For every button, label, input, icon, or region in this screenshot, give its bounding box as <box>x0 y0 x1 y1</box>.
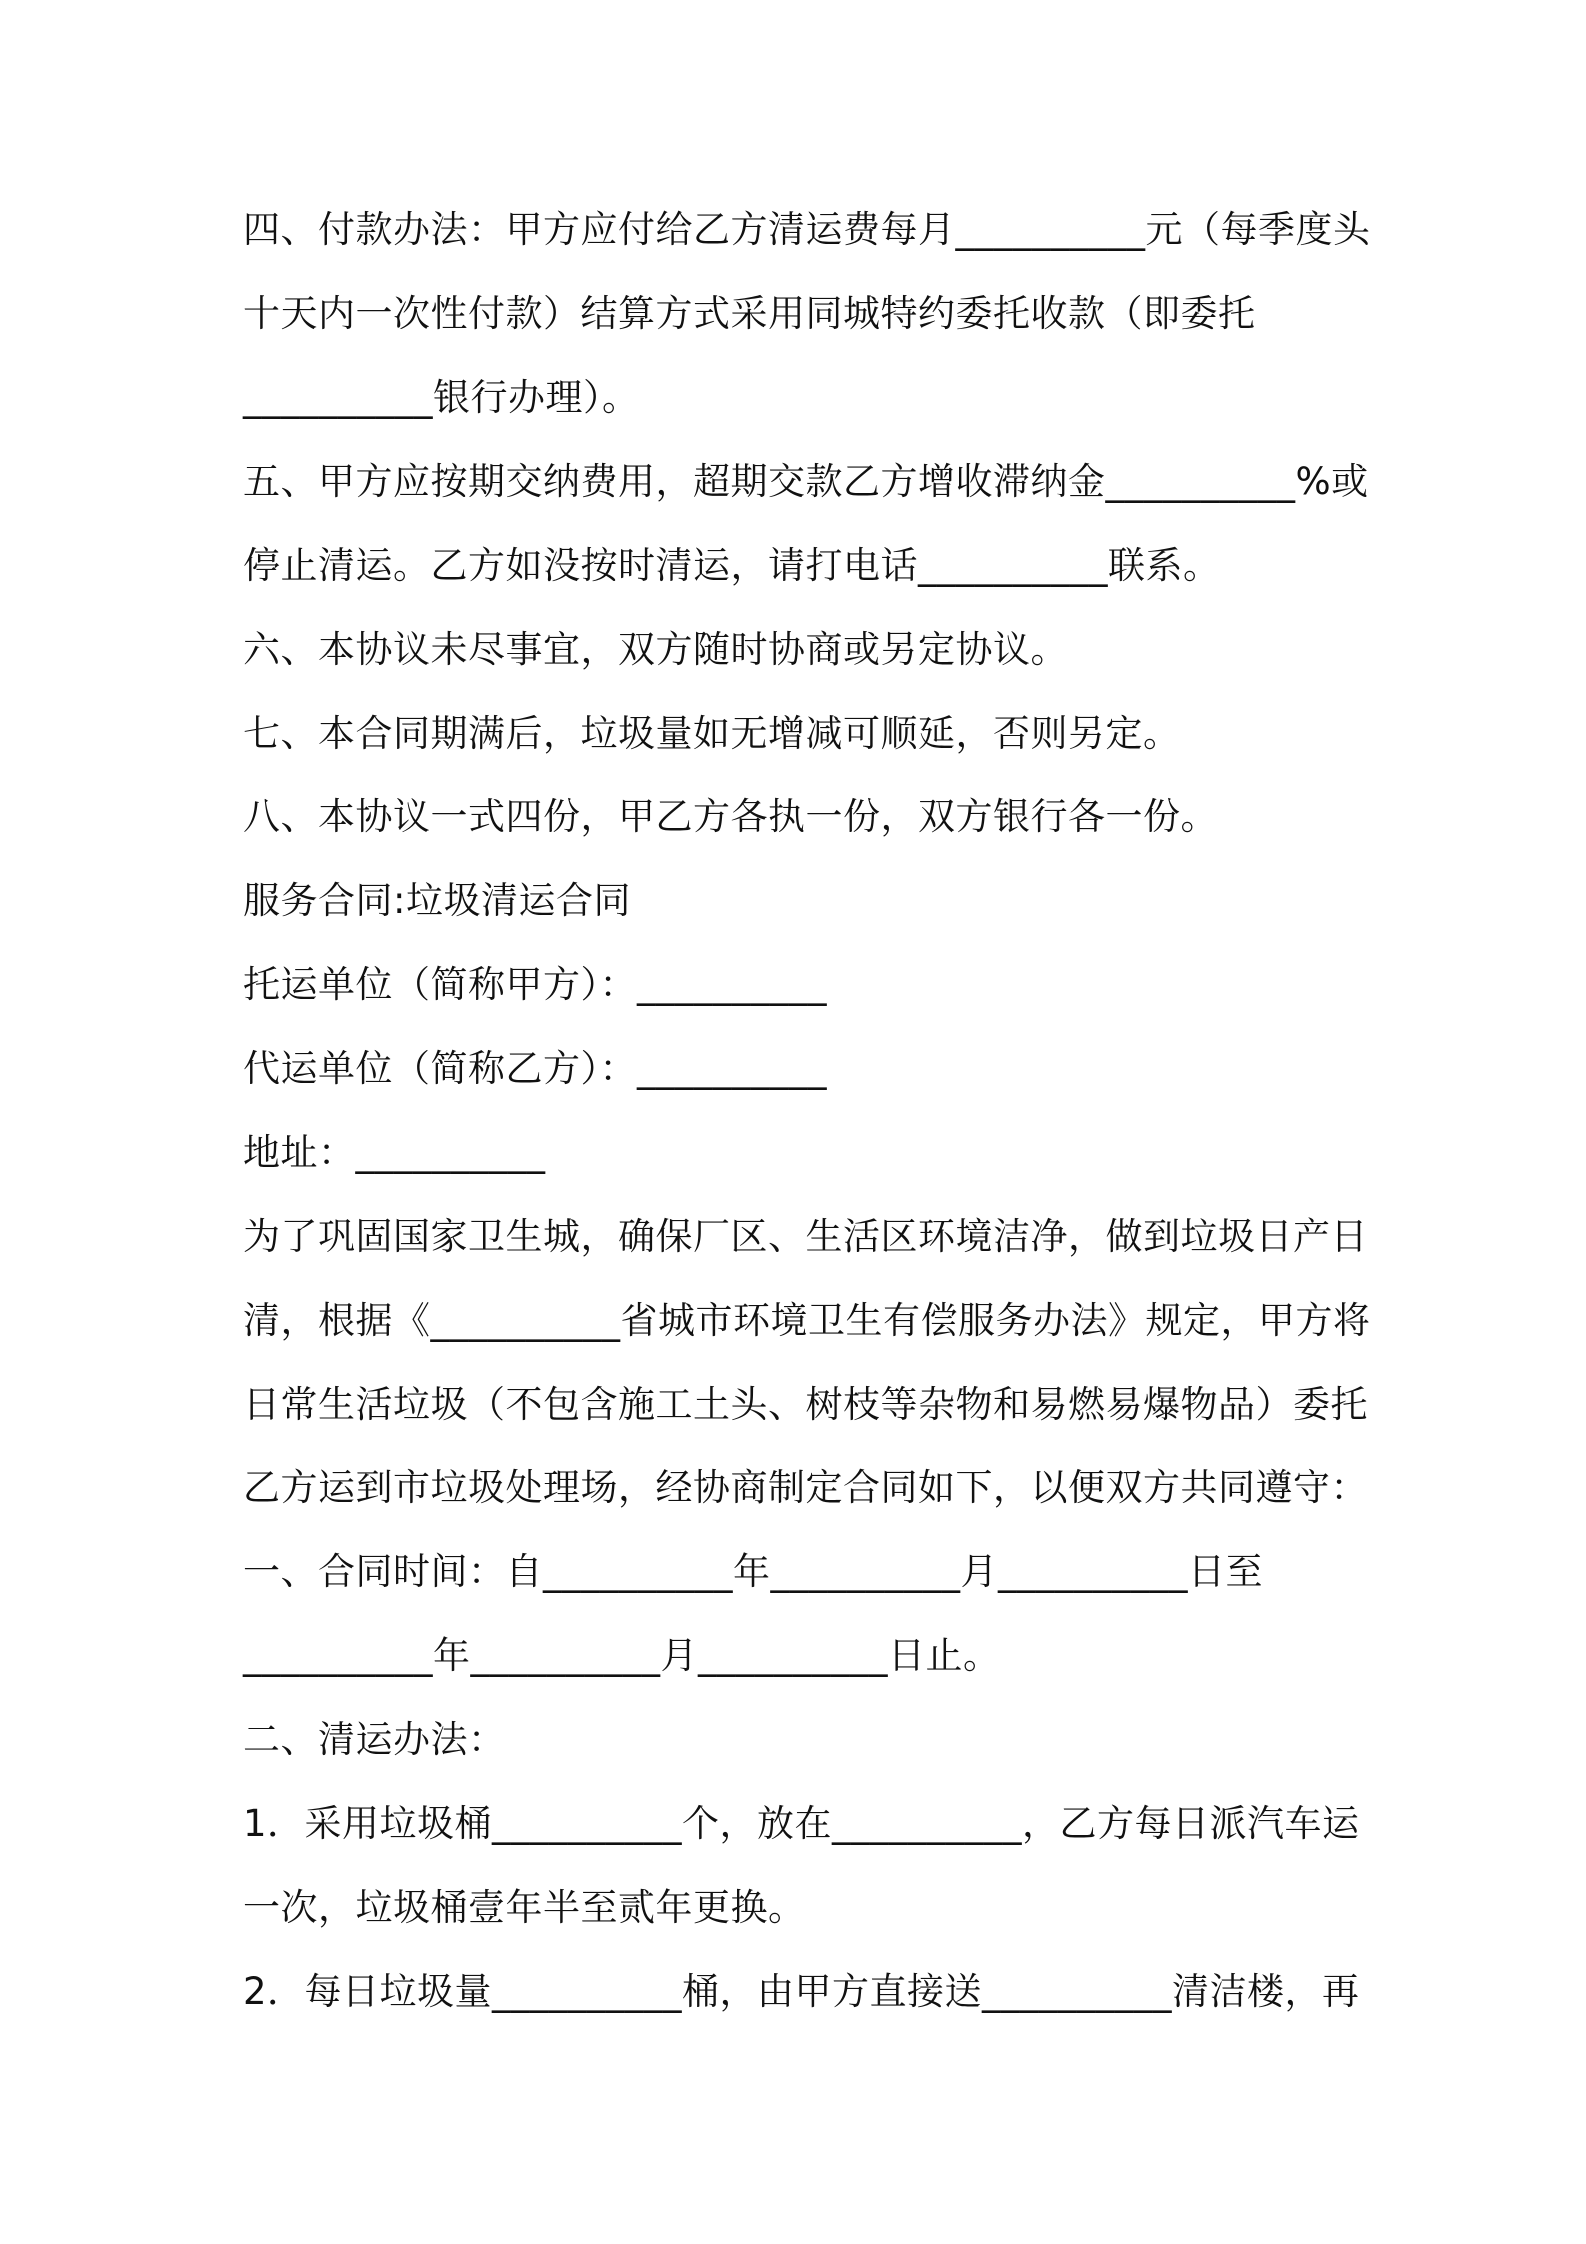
clause-1-term-line-2: __________年__________月__________日止。 <box>243 1634 1001 1677</box>
clause-2-item-1-line-2: 一次，垃圾桶壹年半至贰年更换。 <box>243 1886 806 1929</box>
clause-1-term-line-1: 一、合同时间：自__________年__________月__________日至 <box>243 1550 1263 1593</box>
preamble-line-4: 乙方运到市垃圾处理场，经协商制定合同如下，以便双方共同遵守： <box>243 1466 1368 1509</box>
clause-2-item-1-line-1: 1．采用垃圾桶__________个，放在__________，乙方每日派汽车运 <box>243 1802 1360 1845</box>
clause-6: 六、本协议未尽事宜，双方随时协商或另定协议。 <box>243 628 1068 671</box>
clause-8: 八、本协议一式四份，甲乙方各执一份，双方银行各一份。 <box>243 795 1218 838</box>
clause-2-item-2-line-1: 2．每日垃圾量__________桶，由甲方直接送__________清洁楼，再 <box>243 1970 1360 2013</box>
clause-5-fees-line-2: 停止清运。乙方如没按时清运，请打电话__________联系。 <box>243 544 1221 587</box>
clause-4-payment-line-1: 四、付款办法：甲方应付给乙方清运费每月__________元（每季度头 <box>243 208 1371 251</box>
clause-5-fees-line-1: 五、甲方应按期交纳费用，超期交款乙方增收滞纳金__________%或 <box>243 460 1369 503</box>
party-b-line: 代运单位（简称乙方）：__________ <box>243 1047 827 1090</box>
preamble-line-3: 日常生活垃圾（不包含施工土头、树枝等杂物和易燃易爆物品）委托 <box>243 1383 1368 1426</box>
clause-2-heading: 二、清运办法： <box>243 1718 506 1761</box>
clause-7: 七、本合同期满后，垃圾量如无增减可顺延，否则另定。 <box>243 712 1181 755</box>
preamble-line-1: 为了巩固国家卫生城，确保厂区、生活区环境洁净，做到垃圾日产日 <box>243 1215 1368 1258</box>
address-line: 地址：__________ <box>243 1131 546 1174</box>
clause-4-payment-line-3: __________银行办理）。 <box>243 376 640 419</box>
clause-4-payment-line-2: 十天内一次性付款）结算方式采用同城特约委托收款（即委托 <box>243 292 1256 335</box>
contract-title: 服务合同:垃圾清运合同 <box>243 879 631 922</box>
party-a-line: 托运单位（简称甲方）：__________ <box>243 963 827 1006</box>
preamble-line-2: 清，根据《__________省城市环境卫生有偿服务办法》规定，甲方将 <box>243 1299 1371 1342</box>
